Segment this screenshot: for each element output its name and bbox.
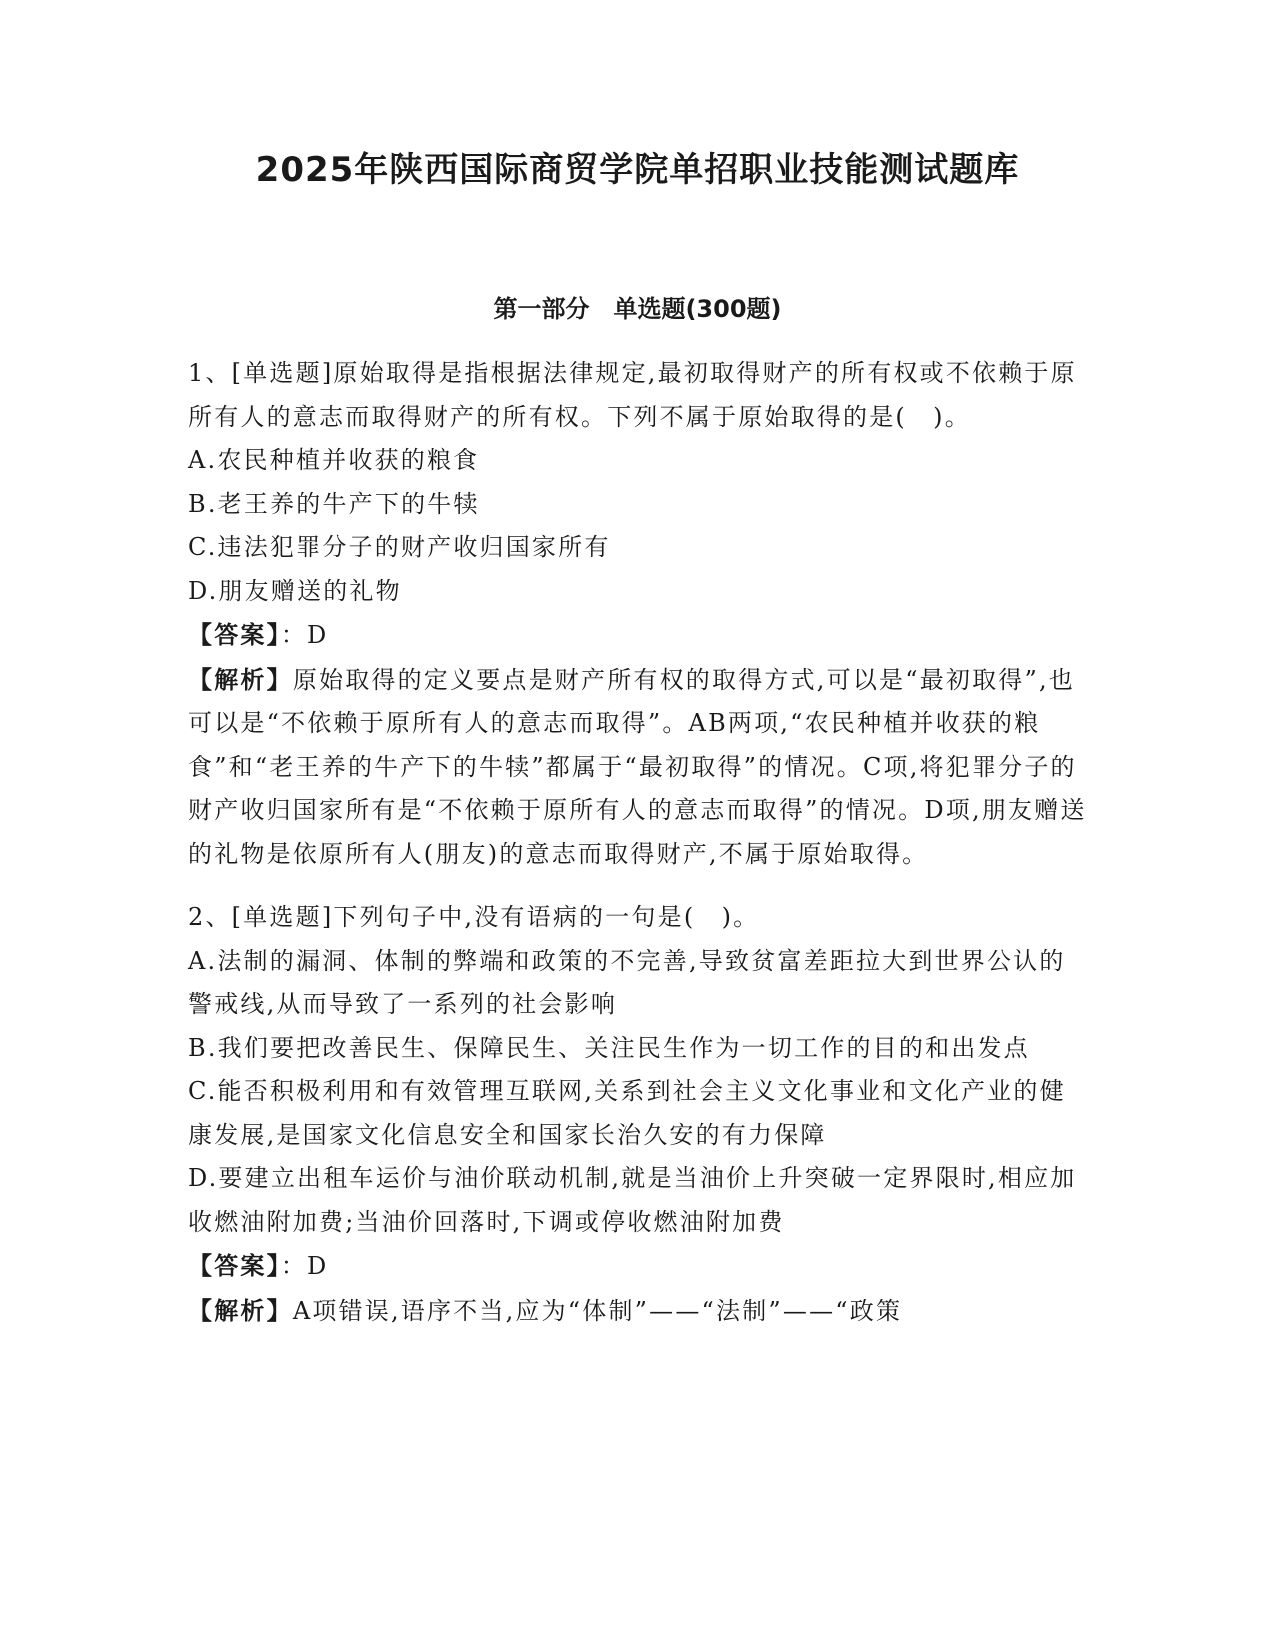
option-b: B.我们要把改善民生、保障民生、关注民生作为一切工作的目的和出发点: [188, 1033, 1030, 1062]
option-b: B.老王养的牛产下的牛犊: [188, 489, 480, 518]
option-d: D.要建立出租车运价与油价联动机制,就是当油价上升突破一定界限时,相应加收燃油附加费;当油价回落时,下调或停收燃油附加费: [188, 1164, 1077, 1236]
analysis-paragraph: [188, 658, 1088, 877]
question-stem: 1、[单选题]原始取得是指根据法律规定,最初取得财产的所有权或不依赖于原所有人的意志而取得财产的所有权。下列不属于原始取得的是( )。: [188, 359, 1077, 431]
answer-value: ：D: [280, 621, 329, 649]
section-title: 第一部分 单选题(300题): [493, 295, 782, 323]
answer-line: [188, 1244, 1088, 1289]
analysis-label: 【解析】: [188, 664, 293, 694]
analysis-paragraph: [188, 1289, 1088, 1334]
analysis-text: 原始取得的定义要点是财产所有权的取得方式,可以是“最初取得”,也可以是“不依赖于原所有人的意志而取得”。AB两项,“农民种植并收获的粮食”和“老王养的牛产下的牛犊”都属于“最初取得”的情况。C项,将犯罪分子的财产收归国家所有是“不依赖于原所有人的意志而取得”的情况。D项,朋友赠送的礼物是依原所有人(朋友)的意志而取得财产,不属于原始取得。: [188, 665, 1087, 868]
question-stem: 2、[单选题]下列句子中,没有语病的一句是( )。: [188, 903, 760, 931]
question-block: [188, 352, 1088, 876]
option-c: C.能否积极利用和有效管理互联网,关系到社会主义文化事业和文化产业的健康发展,是国家文化信息安全和国家长治久安的有力保障: [188, 1077, 1066, 1149]
question-list: [188, 352, 1088, 1333]
option-a: A.农民种植并收获的粮食: [188, 446, 480, 474]
question-block: [188, 896, 1088, 1333]
option-c: C.违法犯罪分子的财产收归国家所有: [188, 533, 611, 561]
option-a: A.法制的漏洞、体制的弊端和政策的不完善,导致贫富差距拉大到世界公认的警戒线,从而导致了一系列的社会影响: [188, 946, 1066, 1018]
analysis-text: A项错误,语序不当,应为“体制”——“法制”——“政策: [292, 1296, 903, 1325]
document-title: 2025年陕西国际商贸学院单招职业技能测试题库: [255, 150, 1020, 190]
answer-label: 【答案】: [188, 1251, 281, 1280]
option-d: D.朋友赠送的礼物: [188, 576, 402, 605]
answer-value: ：D: [280, 1252, 329, 1280]
answer-label: 【答案】: [188, 620, 281, 649]
analysis-label: 【解析】: [188, 1295, 293, 1325]
answer-line: [188, 613, 1088, 658]
